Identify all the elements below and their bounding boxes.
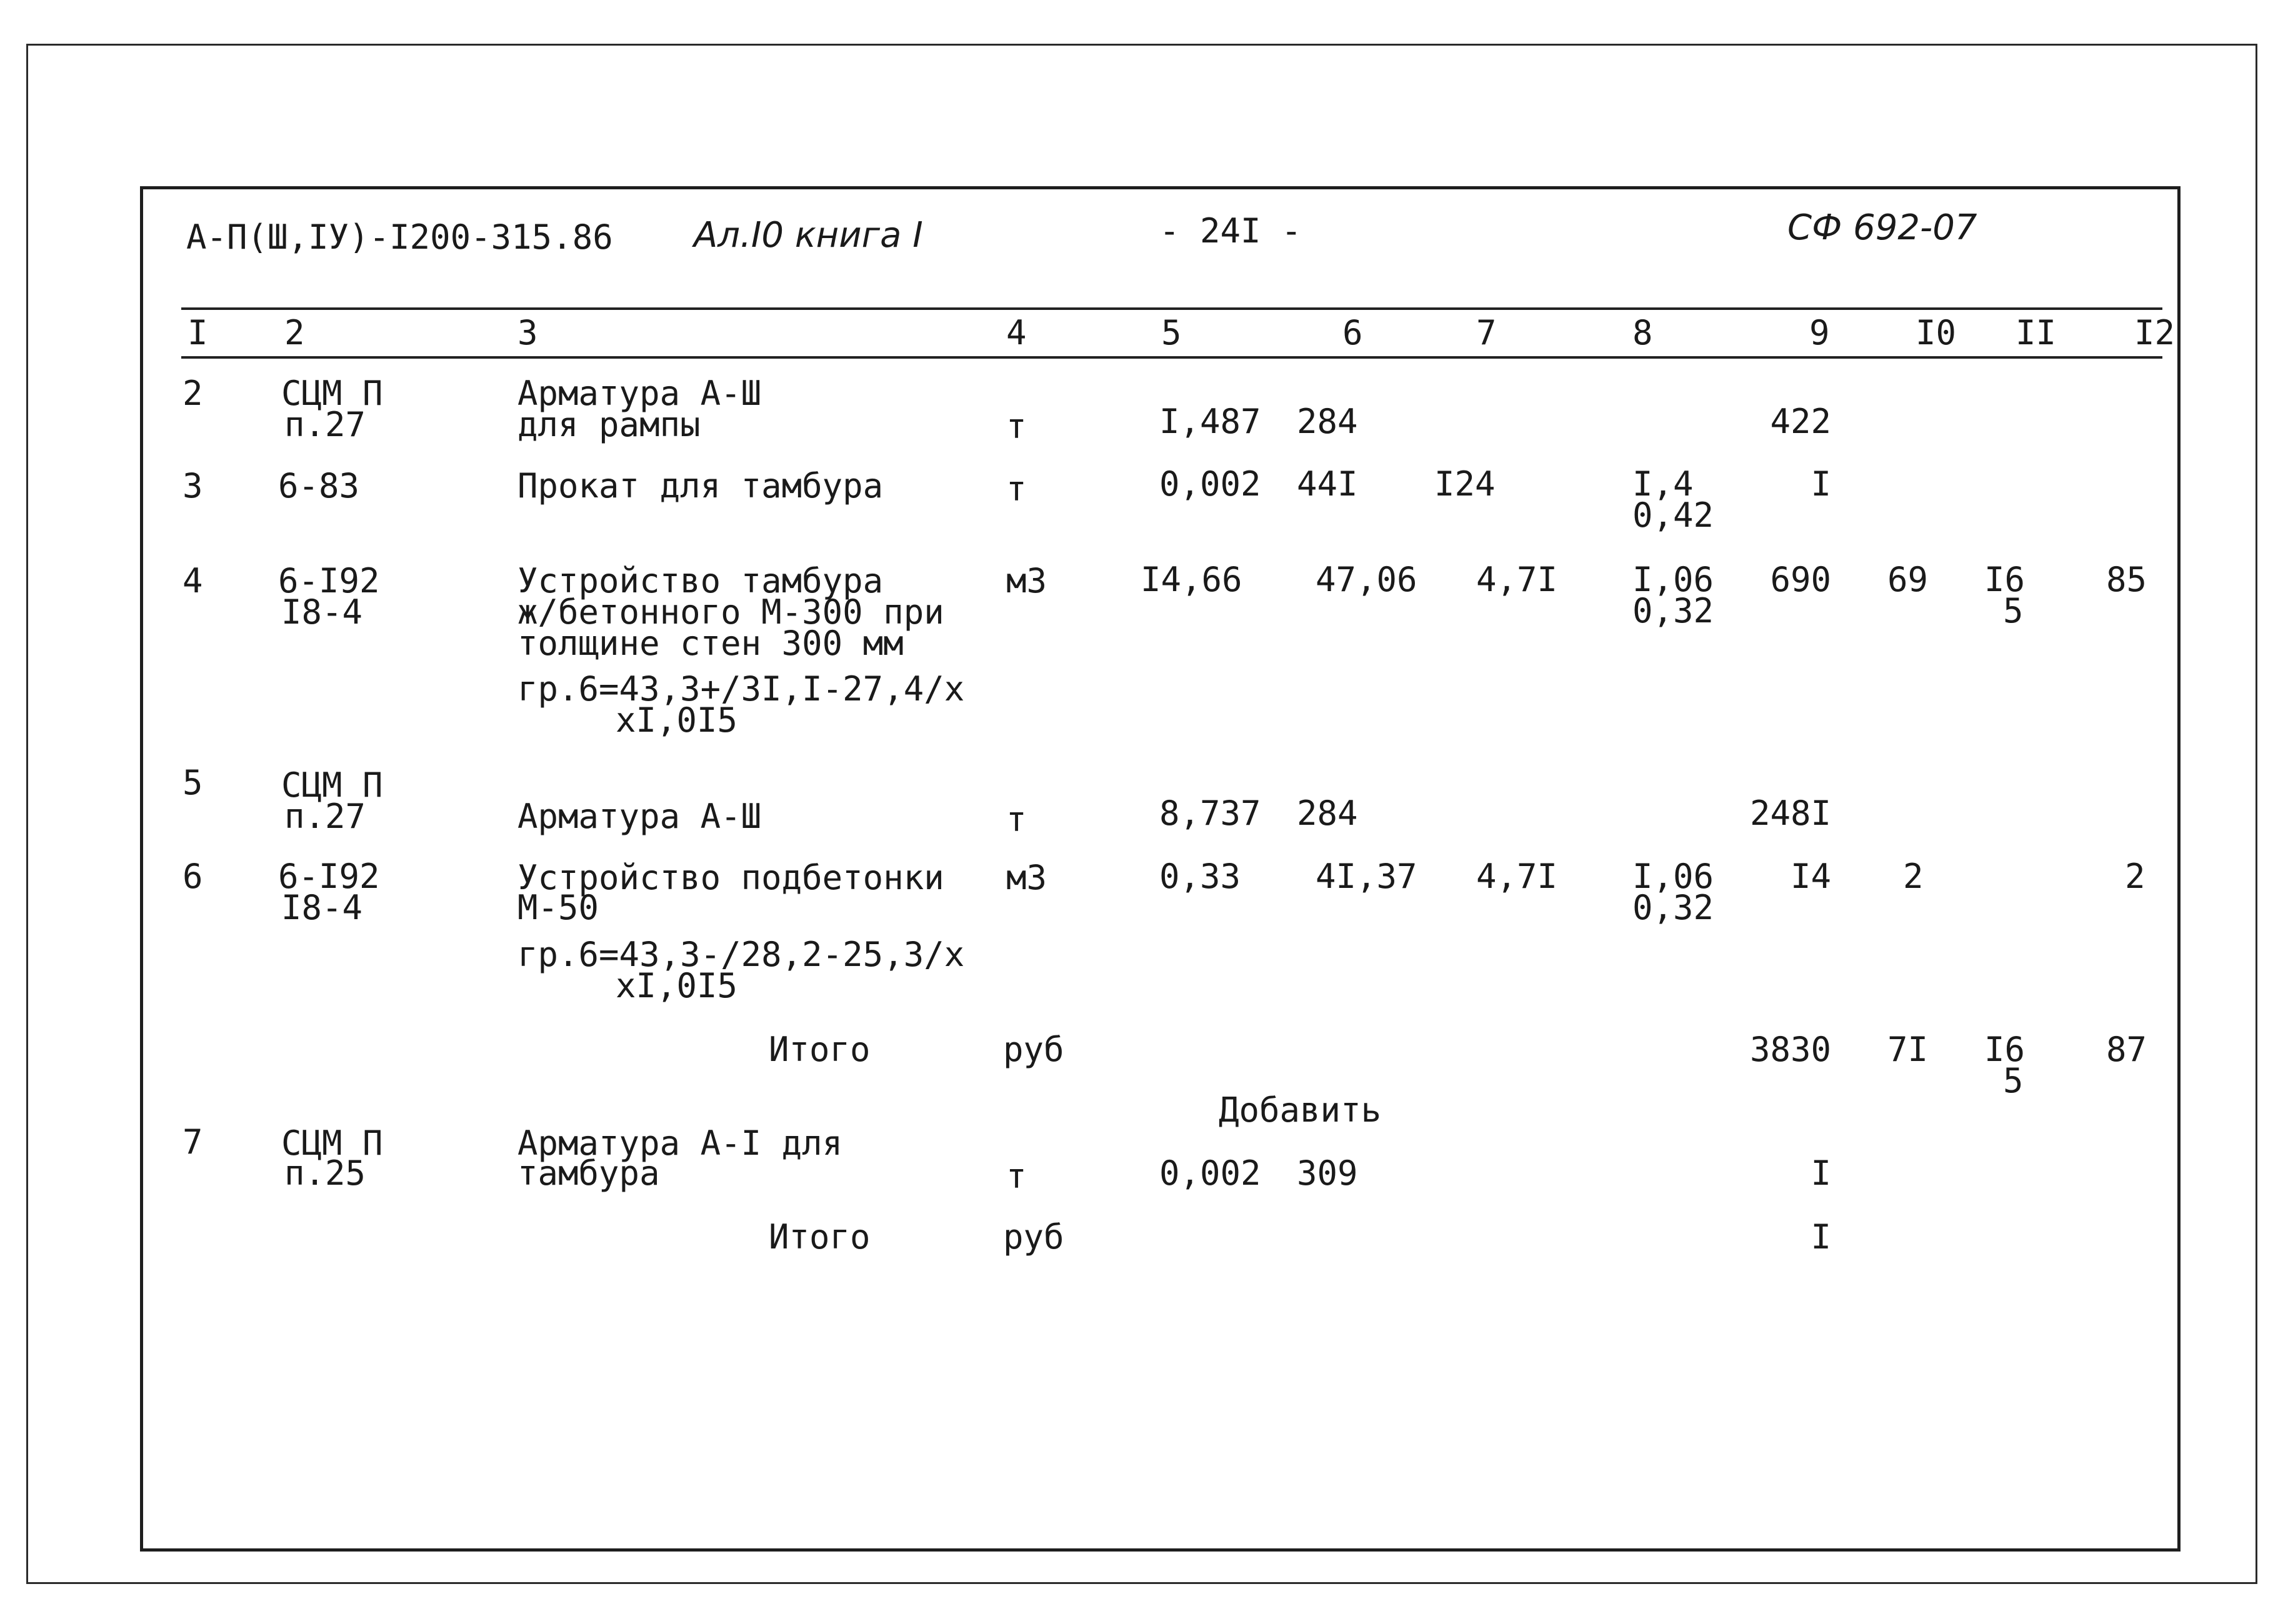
work-description: М-50 [517,888,599,927]
col6-value: 284 [1297,794,1358,833]
quantity: I,487 [1159,402,1261,441]
row-number: 7 [182,1122,203,1162]
norm-code: п.27 [284,405,366,444]
work-description: тамбура [517,1153,660,1193]
norm-code: СЦМ П [281,765,383,805]
total-col9: 3830 [1749,1030,1831,1069]
col9-value: I4 [1790,857,1831,896]
norm-code: п.25 [284,1153,366,1193]
total-label: Итого [769,1217,871,1257]
col6-value: 309 [1297,1153,1358,1193]
work-description: Устройство тамбура [517,561,884,600]
total-col11: 5 [2003,1061,2024,1100]
unit: т [1006,1157,1027,1196]
col-header-3: 3 [517,313,538,352]
work-description: ж/бетонного М-300 при [517,592,944,632]
col6-value: 4I,37 [1316,857,1417,896]
unit: м3 [1006,858,1047,897]
col12-value: 2 [2125,857,2146,896]
col6-value: 47,06 [1316,560,1417,599]
col-header-5: 5 [1161,313,1182,352]
col8-value: I,06 [1632,560,1714,599]
row-number: 6 [182,857,203,896]
row-number: 4 [182,561,203,600]
unit: т [1006,800,1027,839]
price-formula: хI,0I5 [616,700,738,740]
col-header-6: 6 [1342,313,1363,352]
col8-value: 0,42 [1632,496,1714,535]
row-number: 2 [182,374,203,413]
col-header-1: I [187,313,208,352]
total-col12: 87 [2106,1030,2147,1069]
col-header-8: 8 [1632,313,1653,352]
header-bottom-rule [181,356,2162,359]
col10-value: 2 [1903,857,1924,896]
col9-value: I [1811,1153,1831,1193]
col6-value: 44I [1297,464,1358,504]
col8-value: I,06 [1632,857,1714,896]
norm-code: СЦМ П [281,1123,383,1163]
unit: т [1006,407,1027,446]
work-description: для рампы [517,405,701,444]
col11-value: I6 [1984,560,2026,599]
norm-code: 6-83 [278,466,360,506]
col-header-4: 4 [1006,313,1027,352]
col7-value: 4,7I [1476,857,1558,896]
col7-value: 4,7I [1476,560,1558,599]
col-header-12: I2 [2134,313,2176,352]
album-label: Ал.I0 книга I [694,215,923,256]
price-formula: хI,0I5 [616,966,738,1005]
norm-code: 6-I92 [278,561,380,600]
total-col10: 7I [1887,1030,1929,1069]
quantity: I4,66 [1141,560,1242,599]
col9-value: 422 [1770,402,1831,441]
norm-code: I8-4 [281,592,363,632]
quantity: 0,002 [1159,1153,1261,1193]
col12-value: 85 [2106,560,2147,599]
col11-value: 5 [2003,591,2024,630]
col8-value: 0,32 [1632,888,1714,927]
col9-value: I [1811,464,1831,504]
work-description: Арматура А-Ш [517,374,762,413]
price-formula: гр.6=43,3-/28,2-25,3/х [517,935,965,974]
work-description: Прокат для тамбура [517,466,884,506]
total-col9: I [1811,1217,1831,1257]
col9-value: 690 [1770,560,1831,599]
row-number: 5 [182,763,203,802]
doc-code: А-П(Ш,IУ)-I200-315.86 [186,217,613,257]
col6-value: 284 [1297,402,1358,441]
col-header-10: I0 [1916,313,1957,352]
col-header-11: II [2016,313,2057,352]
col10-value: 69 [1887,560,1929,599]
total-col11: I6 [1984,1030,2026,1069]
norm-code: п.27 [284,797,366,836]
norm-code: I8-4 [281,888,363,927]
price-formula: гр.6=43,3+/3I,I-27,4/х [517,669,965,709]
col7-value: I24 [1434,464,1496,504]
sheet-ref: СФ 692-07 [1787,207,1977,248]
total-unit: руб [1003,1217,1064,1257]
row-number: 3 [182,466,203,506]
work-description: Арматура А-I для [517,1123,843,1163]
col8-value: I,4 [1632,464,1694,504]
work-description: Арматура А-Ш [517,797,762,836]
col8-value: 0,32 [1632,591,1714,630]
total-unit: руб [1003,1030,1064,1069]
col-header-7: 7 [1476,313,1497,352]
add-section-label: Добавить [1219,1090,1382,1130]
quantity: 0,33 [1159,857,1241,896]
work-description: толщине стен 300 мм [517,624,904,663]
norm-code: 6-I92 [278,857,380,896]
quantity: 0,002 [1159,464,1261,504]
norm-code: СЦМ П [281,374,383,413]
col-header-9: 9 [1809,313,1830,352]
quantity: 8,737 [1159,794,1261,833]
unit: т [1006,469,1027,509]
work-description: Устройство подбетонки [517,858,944,897]
col-header-2: 2 [284,313,305,352]
header-top-rule [181,307,2162,310]
page-number: - 24I - [1159,211,1302,251]
total-label: Итого [769,1030,871,1069]
unit: м3 [1006,561,1047,600]
col9-value: 248I [1749,794,1831,833]
